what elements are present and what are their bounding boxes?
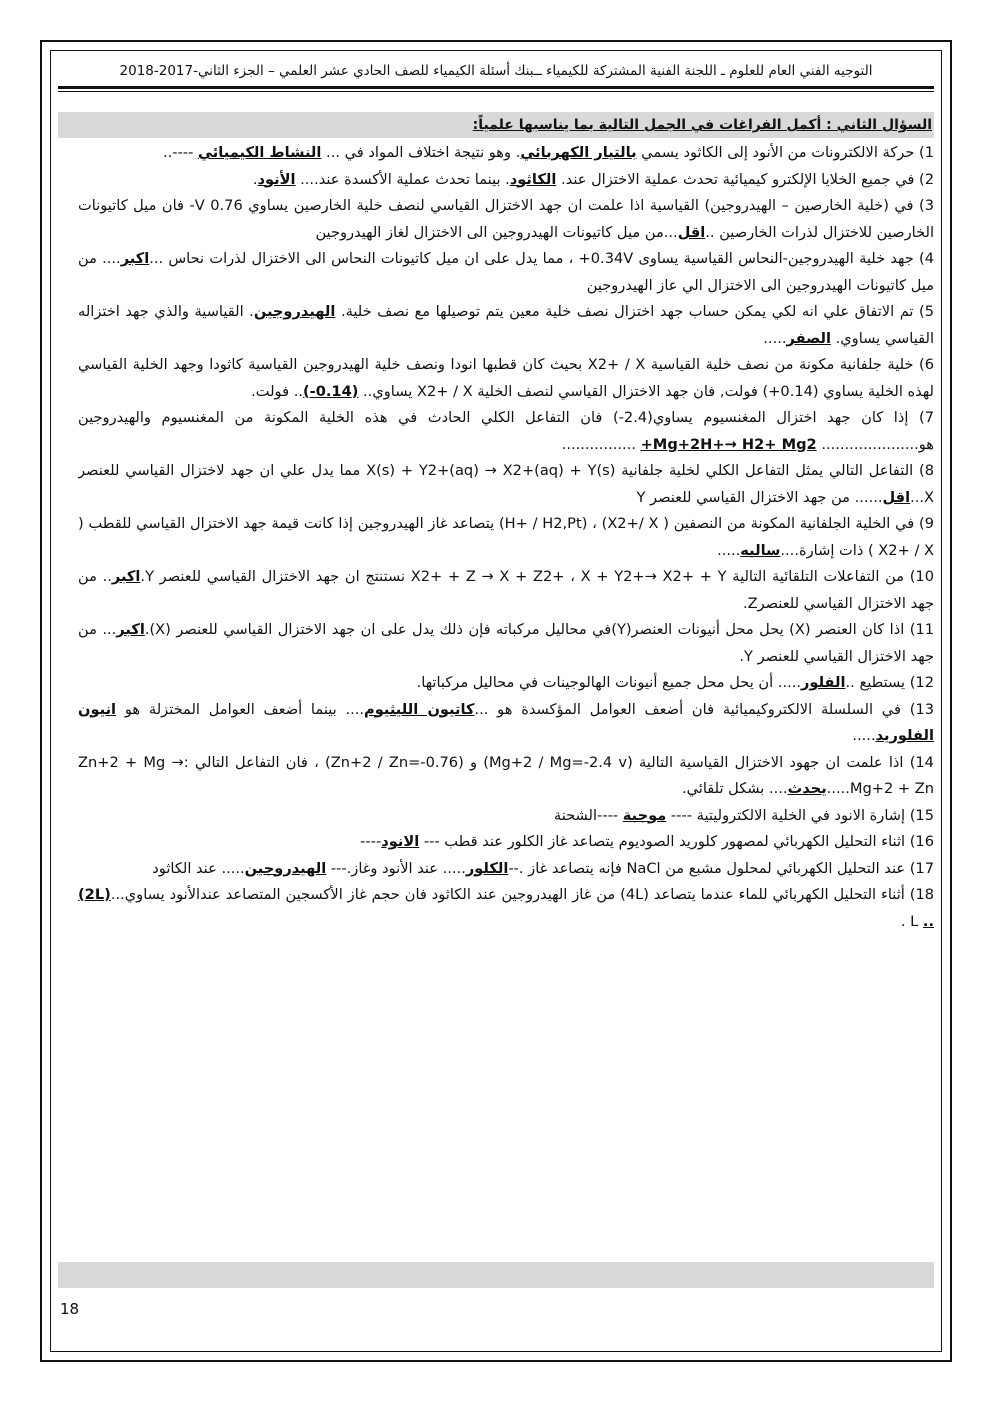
question-item [78, 617, 934, 670]
question-text: اثناء التحليل الكهربائي لمصهور كلوريد الصوديوم يتصاعد غاز الكلور عند قطب --- [419, 833, 906, 850]
answer-text: انيون الفلوريد [78, 700, 934, 744]
answer-text: موجبة [622, 806, 667, 824]
question-number: 12) [909, 674, 934, 691]
question-text: ----الشحنة [553, 806, 623, 824]
header-rule-thin [58, 91, 934, 92]
question-number: 10) [909, 568, 934, 585]
question-text: في (خلية الخارصين – الهيدروجين) القياسية اذا علمت ان جهد الاختزال القياسي لنصف خلية الخارصين يساوي 0.76 V- فان ميل كاتيونات الخارصين للاختزال لذرات الخارصين .. [78, 197, 934, 241]
question-text: . القياسية والذي جهد اختزاله القياسي يساوي. [78, 303, 934, 347]
question-text: ..... عند الأنود وغاز.--- [326, 859, 466, 877]
question-text: ...... من جهد الاختزال القياسي للعنصر Y [636, 488, 883, 506]
question-item [78, 829, 934, 856]
question-text: ..... عند الكاثود [152, 859, 245, 877]
question-text: تم الاتفاق علي انه لكي يمكن حساب جهد اختزال نصف خلية معين يتم توصيلها مع نصف خلية. [335, 303, 914, 320]
question-text: ----.. [163, 144, 199, 161]
question-item [78, 458, 934, 511]
question-text: ..... [763, 329, 787, 347]
question-number: 16) [909, 833, 934, 850]
answer-text: Mg+2H+→ H2+ Mg2+ [640, 435, 817, 453]
answer-text: الهيدروجين [253, 303, 336, 320]
question-text: ---- [360, 833, 382, 850]
question-text: في السلسلة الالكتروكيميائية فان أضعف العوامل المؤكسدة هو ... [474, 700, 901, 718]
question-item [78, 167, 934, 194]
question-item [78, 299, 934, 352]
answer-text: الفلور [801, 674, 846, 691]
question-text: اذا كان العنصر (X) يحل محل أنيونات العنصر(Y)في محاليل مركباته فإن ذلك يدل على ان جهد الاختزال القياسي للعنصر (X). [144, 621, 905, 638]
question-text: ..... أن يحل محل جميع أنيونات الهالوجينات في محاليل مركباتها. [416, 674, 802, 691]
question-item [78, 670, 934, 697]
answer-text: اكبر [111, 568, 141, 585]
question-number: 4) [919, 250, 934, 267]
question-text: ................ [561, 435, 641, 453]
question-text: .. من جهد الاختزال القياسي للعنصرZ. [78, 568, 934, 612]
question-number: 1) [919, 144, 934, 161]
question-text: L . [900, 912, 923, 930]
question-text: جهد خلية الهيدروجين-النحاس القياسية يساوى 0.34V+ ، مما يدل على ان ميل كاتيونات النحاس الى الاختزال لذرات نحاس ... [149, 250, 914, 267]
answer-text: اقل [677, 223, 706, 241]
questions-list [78, 140, 934, 1182]
question-text: حركة الالكترونات من الأنود إلى الكاثود يسمي [636, 144, 915, 161]
answer-text: الصفر [786, 329, 831, 347]
answer-text: الهيدروجين [244, 859, 327, 877]
question-text: عند التحليل الكهربائي لمحلول مشبع من NaCl فإنه يتصاعد غاز .-- [508, 859, 906, 877]
answer-text: (2L) .. [78, 886, 934, 930]
question-text: . بينما تحدث عملية الأكسدة عند.... [295, 170, 510, 188]
question-item [78, 882, 934, 935]
question-item [78, 140, 934, 167]
question-text: أثناء التحليل الكهربائي للماء عندما يتصاعد (4L) من غاز الهيدروجين عند الكاثود فان حجم غاز الأكسجين المتصاعد عندالأنود يساوي... [110, 886, 905, 903]
question-item [78, 856, 934, 883]
question-text: في جميع الخلايا الإلكترو كيميائية تحدث عملية الاختزال عند. [556, 170, 915, 188]
question-text: . وهو نتيجة اختلاف المواد في ... [321, 144, 521, 161]
question-number: 18) [909, 886, 934, 903]
question-item [78, 405, 934, 458]
question-number: 11) [909, 621, 934, 638]
question-number: 15) [909, 806, 934, 824]
question-item [78, 511, 934, 564]
question-number: 9) [918, 515, 934, 532]
question-text: .... بينما أضعف العوامل المختزلة هو [116, 700, 365, 718]
question-number: 6) [919, 356, 934, 373]
question-text: ..... [717, 541, 741, 559]
answer-text: كاتيون الليثيوم [364, 700, 475, 718]
answer-text: الأنود [257, 170, 296, 188]
section-title: السؤال الثاني : أكمل الفراغات في الجمل التالية بما يناسبها علمياً: [472, 117, 932, 133]
question-number: 3) [919, 197, 934, 214]
question-number: 13) [909, 700, 934, 718]
question-number: 17) [909, 859, 934, 877]
answer-text: الكاثود [509, 170, 557, 188]
answer-text: النشاط الكيميائي [198, 144, 322, 161]
question-text: التفاعل التالي يمثل التفاعل الكلي لخلية جلفانية X(s) + Y2+(aq) → X2+(aq) + Y(s) مما يدل علي ان جهد لاختزال القياسي للعنصر X... [78, 462, 934, 506]
answer-text: يحدث [787, 780, 827, 797]
question-number: 5) [919, 303, 934, 320]
question-number: 2) [919, 170, 934, 188]
question-number: 7) [919, 409, 934, 426]
page-header: التوجيه الفني العام للعلوم ـ اللجنة الفنية المشتركة للكيمياء ــبنك أسئلة الكيمياء للصف الحادي عشر العلمي – الجزء الثاني-2017-2018 [119, 63, 873, 79]
question-text: من التفاعلات التلقائية التالية X2+ + Z → X + Z2+ ، X + Y2+→ X2+ + Y نستنتج ان جهد الاختزال القياسي للعنصر Y. [140, 568, 905, 585]
question-number: 14) [909, 753, 934, 771]
question-item [78, 803, 934, 830]
footer-band [58, 1262, 934, 1288]
question-number: 8) [919, 462, 934, 479]
question-text: يستطيع .. [845, 674, 906, 691]
answer-text: اكبر [116, 621, 145, 638]
question-text: ...من ميل كاتيونات الهيدروجين الى الاختزال لغاز الهيدروجين [315, 223, 678, 241]
question-item [78, 352, 934, 405]
question-text: .... بشكل تلقائي. [681, 780, 788, 797]
header-rule [58, 86, 934, 89]
question-text: ..... [852, 727, 876, 744]
question-text: إذا كان جهد اختزال المغنسيوم يساوي(2.4-) فان التفاعل الكلي الحادث في هذه الخلية المكونة من المغنسيوم والهيدروجين هو..................... [78, 409, 934, 453]
question-item [78, 246, 934, 299]
question-item [78, 750, 934, 803]
question-text: في الخلية الجلفانية المكونة من النصفين ( X2+/ X) ، (H+ / H2,Pt) يتصاعد غاز الهيدروجين إذا كانت قيمة جهد الاختزال القياسي للقطب ( X2+ / X ) ذات إشارة.... [78, 515, 934, 559]
question-item [78, 193, 934, 246]
question-text: اذا علمت ان جهود الاختزال القياسية التالية (Mg+2 / Mg=-2.4 v) و (Zn+2 / Zn=-0.76) ، فان التفاعل التالي :Zn+2 + Mg → Mg+2 + Zn..... [78, 753, 934, 797]
question-item [78, 564, 934, 617]
question-text: ... من جهد الاختزال القياسي للعنصر Y. [78, 621, 934, 665]
page-number: 18 [60, 1300, 80, 1318]
question-text: إشارة الانود في الخلية الالكتروليتية ---- [666, 806, 906, 824]
answer-text: بالتيار الكهربائي [520, 144, 637, 161]
question-item [78, 697, 934, 750]
answer-text: (0.14-) [302, 382, 359, 400]
answer-text: الانود [381, 833, 420, 850]
answer-text: اكبر [120, 250, 150, 267]
question-text: .. فولت. [251, 382, 303, 400]
question-text: .... من ميل كاتيونات الهيدروجين الى الاختزال الي عاز الهيدروجين [78, 250, 934, 294]
answer-text: سالبه [740, 541, 781, 559]
answer-text: اقل [882, 488, 911, 506]
answer-text: الكلور [465, 859, 509, 877]
question-text: . [252, 170, 258, 188]
question-text: خلية جلفانية مكونة من نصف خلية القياسية X2+ / X بحيث كان قطبها انودا ونصف خلية الهيدروجين القياسية كاثودا وجهد الخلية القياسي لهذه الخلية يساوي (0.14+) فولت, فان جهد الاختزال القياسي لنصف الخلية X2+ / X يساوي.. [78, 356, 934, 400]
